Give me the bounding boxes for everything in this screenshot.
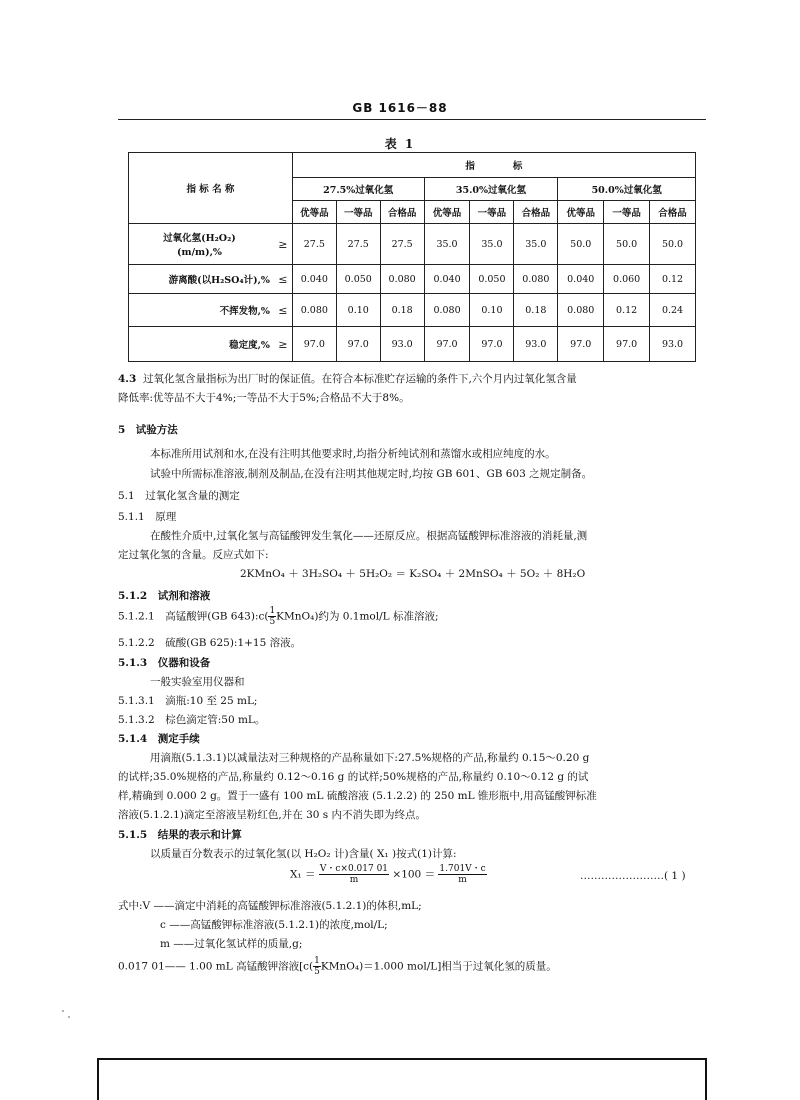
note-text: KMnO₄)＝1.000 mol/L]相当于过氧化氢的质量。 bbox=[320, 960, 557, 973]
table-cell: 35.0 bbox=[424, 224, 470, 265]
equivalence-note bbox=[118, 956, 557, 977]
table-cell: 0.050 bbox=[470, 265, 514, 294]
reaction-equation: 2KMnO₄ ＋ 3H₂SO₄ ＋ 5H₂O₂ ＝ K₂SO₄ ＋ 2MnSO₄ ＋ 5O₂ ＋ 8H₂O bbox=[240, 568, 586, 580]
clause-4-3-line-1 bbox=[118, 371, 577, 386]
scan-speck bbox=[62, 1010, 64, 1012]
table-cell: 0.080 bbox=[292, 294, 336, 327]
table-cell: 35.0 bbox=[514, 224, 558, 265]
table-row bbox=[129, 294, 696, 327]
table-row bbox=[129, 327, 696, 362]
table-group-header: 指 标 bbox=[292, 153, 695, 178]
table-cell: 97.0 bbox=[292, 327, 336, 362]
calculation-intro: 以质量百分数表示的过氧化氢(以 H₂O₂ 计)含量( X₁ )按式(1)计算: bbox=[150, 848, 457, 860]
table-cell: 0.040 bbox=[558, 265, 604, 294]
procedure-line-2: 的试样;35.0%规格的产品,称量约 0.12～0.16 g 的试样;50%规格的产品,称量约 0.10～0.12 g 的试 bbox=[118, 771, 589, 783]
table-cell: 0.24 bbox=[650, 294, 696, 327]
param-name: 稳定度,% bbox=[129, 327, 274, 362]
fraction-numerator: V・c×0.017 01 bbox=[319, 864, 389, 874]
fraction-denominator: 5 bbox=[314, 967, 320, 977]
conc-header: 27.5%过氧化氢 bbox=[292, 178, 424, 201]
table-cell: 0.12 bbox=[604, 294, 650, 327]
conc-header: 50.0%过氧化氢 bbox=[558, 178, 696, 201]
grade-header: 优等品 bbox=[292, 201, 336, 224]
note-text: 0.017 01—— 1.00 mL 高锰酸钾溶液[c( bbox=[118, 960, 314, 973]
scan-speck bbox=[68, 1016, 70, 1018]
heading-5-1-1: 5.1.1 原理 bbox=[118, 511, 177, 523]
table-cell: 0.080 bbox=[514, 265, 558, 294]
table-cell: 93.0 bbox=[514, 327, 558, 362]
fraction-denominator: m bbox=[458, 875, 467, 885]
table-cell: 0.12 bbox=[650, 265, 696, 294]
param-name: 游离酸(以H₂SO₄计),% bbox=[129, 265, 274, 294]
fraction-numerator: 1 bbox=[269, 606, 276, 616]
param-name-main: 过氧化氢(H₂O₂) bbox=[163, 233, 236, 244]
formula-number: ……………………( 1 ) bbox=[580, 870, 686, 882]
formula-lhs: X₁ ＝ bbox=[290, 868, 316, 881]
standard-number-header: GB 1616－88 bbox=[352, 101, 448, 115]
table-row bbox=[129, 224, 696, 265]
table-cell: 50.0 bbox=[650, 224, 696, 265]
clause-number: 4.3 bbox=[118, 373, 137, 385]
clause-text: 过氧化氢含量指标为出厂时的保证值。在符合本标准贮存运输的条件下,六个月内过氧化氢含量 bbox=[142, 373, 577, 385]
heading-5-1-2: 5.1.2 试剂和溶液 bbox=[118, 590, 211, 602]
comparison-symbol: ≤ bbox=[274, 294, 292, 327]
procedure-line-4: 溶液(5.1.2.1)滴定至溶液呈粉红色,并在 30 s 内不消失即为终点。 bbox=[118, 809, 427, 821]
table-cell: 93.0 bbox=[380, 327, 424, 362]
table-cell: 0.040 bbox=[424, 265, 470, 294]
reagent-5-1-2-2: 5.1.2.2 硫酸(GB 625):1+15 溶液。 bbox=[118, 637, 302, 649]
param-name: 不挥发物,% bbox=[129, 294, 274, 327]
reagent-text: KMnO₄)约为 0.1mol/L 标准溶液; bbox=[276, 610, 439, 623]
table-cell: 0.18 bbox=[380, 294, 424, 327]
grade-header: 合格品 bbox=[650, 201, 696, 224]
param-name-unit: (m/m),% bbox=[177, 247, 222, 258]
bottom-frame bbox=[97, 1058, 707, 1100]
table-cell: 0.060 bbox=[604, 265, 650, 294]
apparatus-5-1-3-1: 5.1.3.1 滴瓶:10 至 25 mL; bbox=[118, 695, 258, 707]
heading-5-1-4: 5.1.4 测定手续 bbox=[118, 733, 200, 745]
table-cell: 50.0 bbox=[604, 224, 650, 265]
grade-header: 一等品 bbox=[336, 201, 380, 224]
fraction-denominator: 5 bbox=[269, 617, 276, 627]
section-5-paragraph-2: 试验中所需标准溶液,制剂及制品,在没有注明其他规定时,均按 GB 601、GB 603 之规定制备。 bbox=[150, 468, 593, 480]
section-5-paragraph-1: 本标准所用试剂和水,在没有注明其他要求时,均指分析纯试剂和蒸馏水或相应纯度的水。 bbox=[150, 448, 556, 460]
fraction-denominator: m bbox=[349, 875, 359, 885]
table-cell: 97.0 bbox=[604, 327, 650, 362]
procedure-line-3: 样,精确到 0.000 2 g。置于一盛有 100 mL 硫酸溶液 (5.1.2.2) 的 250 mL 锥形瓶中,用高锰酸钾标准 bbox=[118, 790, 597, 802]
table-cell: 0.18 bbox=[514, 294, 558, 327]
reagent-text: 5.1.2.1 高锰酸钾(GB 643):c( bbox=[118, 610, 269, 623]
apparatus-intro: 一般实验室用仪器和 bbox=[150, 676, 245, 688]
comparison-symbol: ≤ bbox=[274, 265, 292, 294]
formula-fraction-2 bbox=[438, 864, 486, 885]
table-cell: 0.050 bbox=[336, 265, 380, 294]
heading-5-1: 5.1 过氧化氢含量的测定 bbox=[118, 490, 240, 502]
table-caption: 表 1 bbox=[384, 137, 416, 151]
table-cell: 27.5 bbox=[336, 224, 380, 265]
header-rule bbox=[118, 119, 706, 120]
conc-header: 35.0%过氧化氢 bbox=[424, 178, 558, 201]
table-cell: 0.080 bbox=[424, 294, 470, 327]
table-cell: 97.0 bbox=[336, 327, 380, 362]
grade-header: 优等品 bbox=[558, 201, 604, 224]
table-row bbox=[129, 265, 696, 294]
principle-line-1: 在酸性介质中,过氧化氢与高锰酸钾发生氧化——还原反应。根据高锰酸钾标准溶液的消耗量,测 bbox=[150, 530, 588, 542]
table-cell: 0.10 bbox=[336, 294, 380, 327]
table-cell: 0.040 bbox=[292, 265, 336, 294]
heading-5-1-5: 5.1.5 结果的表示和计算 bbox=[118, 829, 242, 841]
table-cell: 50.0 bbox=[558, 224, 604, 265]
comparison-symbol: ≥ bbox=[274, 224, 292, 265]
grade-header: 一等品 bbox=[470, 201, 514, 224]
table-cell: 97.0 bbox=[424, 327, 470, 362]
where-m: m ——过氧化氢试样的质量,g; bbox=[160, 938, 303, 950]
procedure-line-1: 用滴瓶(5.1.3.1)以减量法对三种规格的产品称量如下:27.5%规格的产品,称量约 0.15～0.20 g bbox=[150, 752, 590, 764]
table-cell: 35.0 bbox=[470, 224, 514, 265]
comparison-symbol: ≥ bbox=[274, 327, 292, 362]
param-name bbox=[129, 224, 274, 265]
grade-header: 优等品 bbox=[424, 201, 470, 224]
grade-header: 合格品 bbox=[380, 201, 424, 224]
fraction-numerator: 1.701V・c bbox=[439, 864, 486, 874]
apparatus-5-1-3-2: 5.1.3.2 棕色滴定管:50 mL。 bbox=[118, 714, 266, 726]
where-v: 式中:V ——滴定中消耗的高锰酸钾标准溶液(5.1.2.1)的体积,mL; bbox=[118, 900, 422, 912]
grade-header: 合格品 bbox=[514, 201, 558, 224]
spec-table bbox=[128, 152, 696, 362]
formula-fraction-1 bbox=[319, 864, 389, 885]
formula-mid: ×100 ＝ bbox=[392, 868, 436, 881]
clause-4-3-line-2: 降低率:优等品不大于4%;一等品不大于5%;合格品不大于8%。 bbox=[118, 392, 410, 404]
table-name-header: 指 标 名 称 bbox=[129, 153, 293, 224]
grade-header: 一等品 bbox=[604, 201, 650, 224]
table-cell: 27.5 bbox=[292, 224, 336, 265]
fraction bbox=[268, 606, 276, 627]
table-cell: 93.0 bbox=[650, 327, 696, 362]
where-c: c ——高锰酸钾标准溶液(5.1.2.1)的浓度,mol/L; bbox=[160, 919, 388, 931]
fraction-numerator: 1 bbox=[314, 956, 320, 966]
table-cell: 27.5 bbox=[380, 224, 424, 265]
reagent-5-1-2-1 bbox=[118, 606, 439, 627]
principle-line-2: 定过氧化氢的含量。反应式如下: bbox=[118, 549, 269, 561]
table-cell: 0.10 bbox=[470, 294, 514, 327]
heading-5-1-3: 5.1.3 仪器和设备 bbox=[118, 657, 211, 669]
fraction bbox=[313, 956, 321, 977]
formula-1 bbox=[290, 864, 487, 885]
table-cell: 97.0 bbox=[558, 327, 604, 362]
section-5-heading: 5 试验方法 bbox=[118, 424, 178, 436]
table-cell: 0.080 bbox=[558, 294, 604, 327]
table-cell: 97.0 bbox=[470, 327, 514, 362]
table-cell: 0.080 bbox=[380, 265, 424, 294]
